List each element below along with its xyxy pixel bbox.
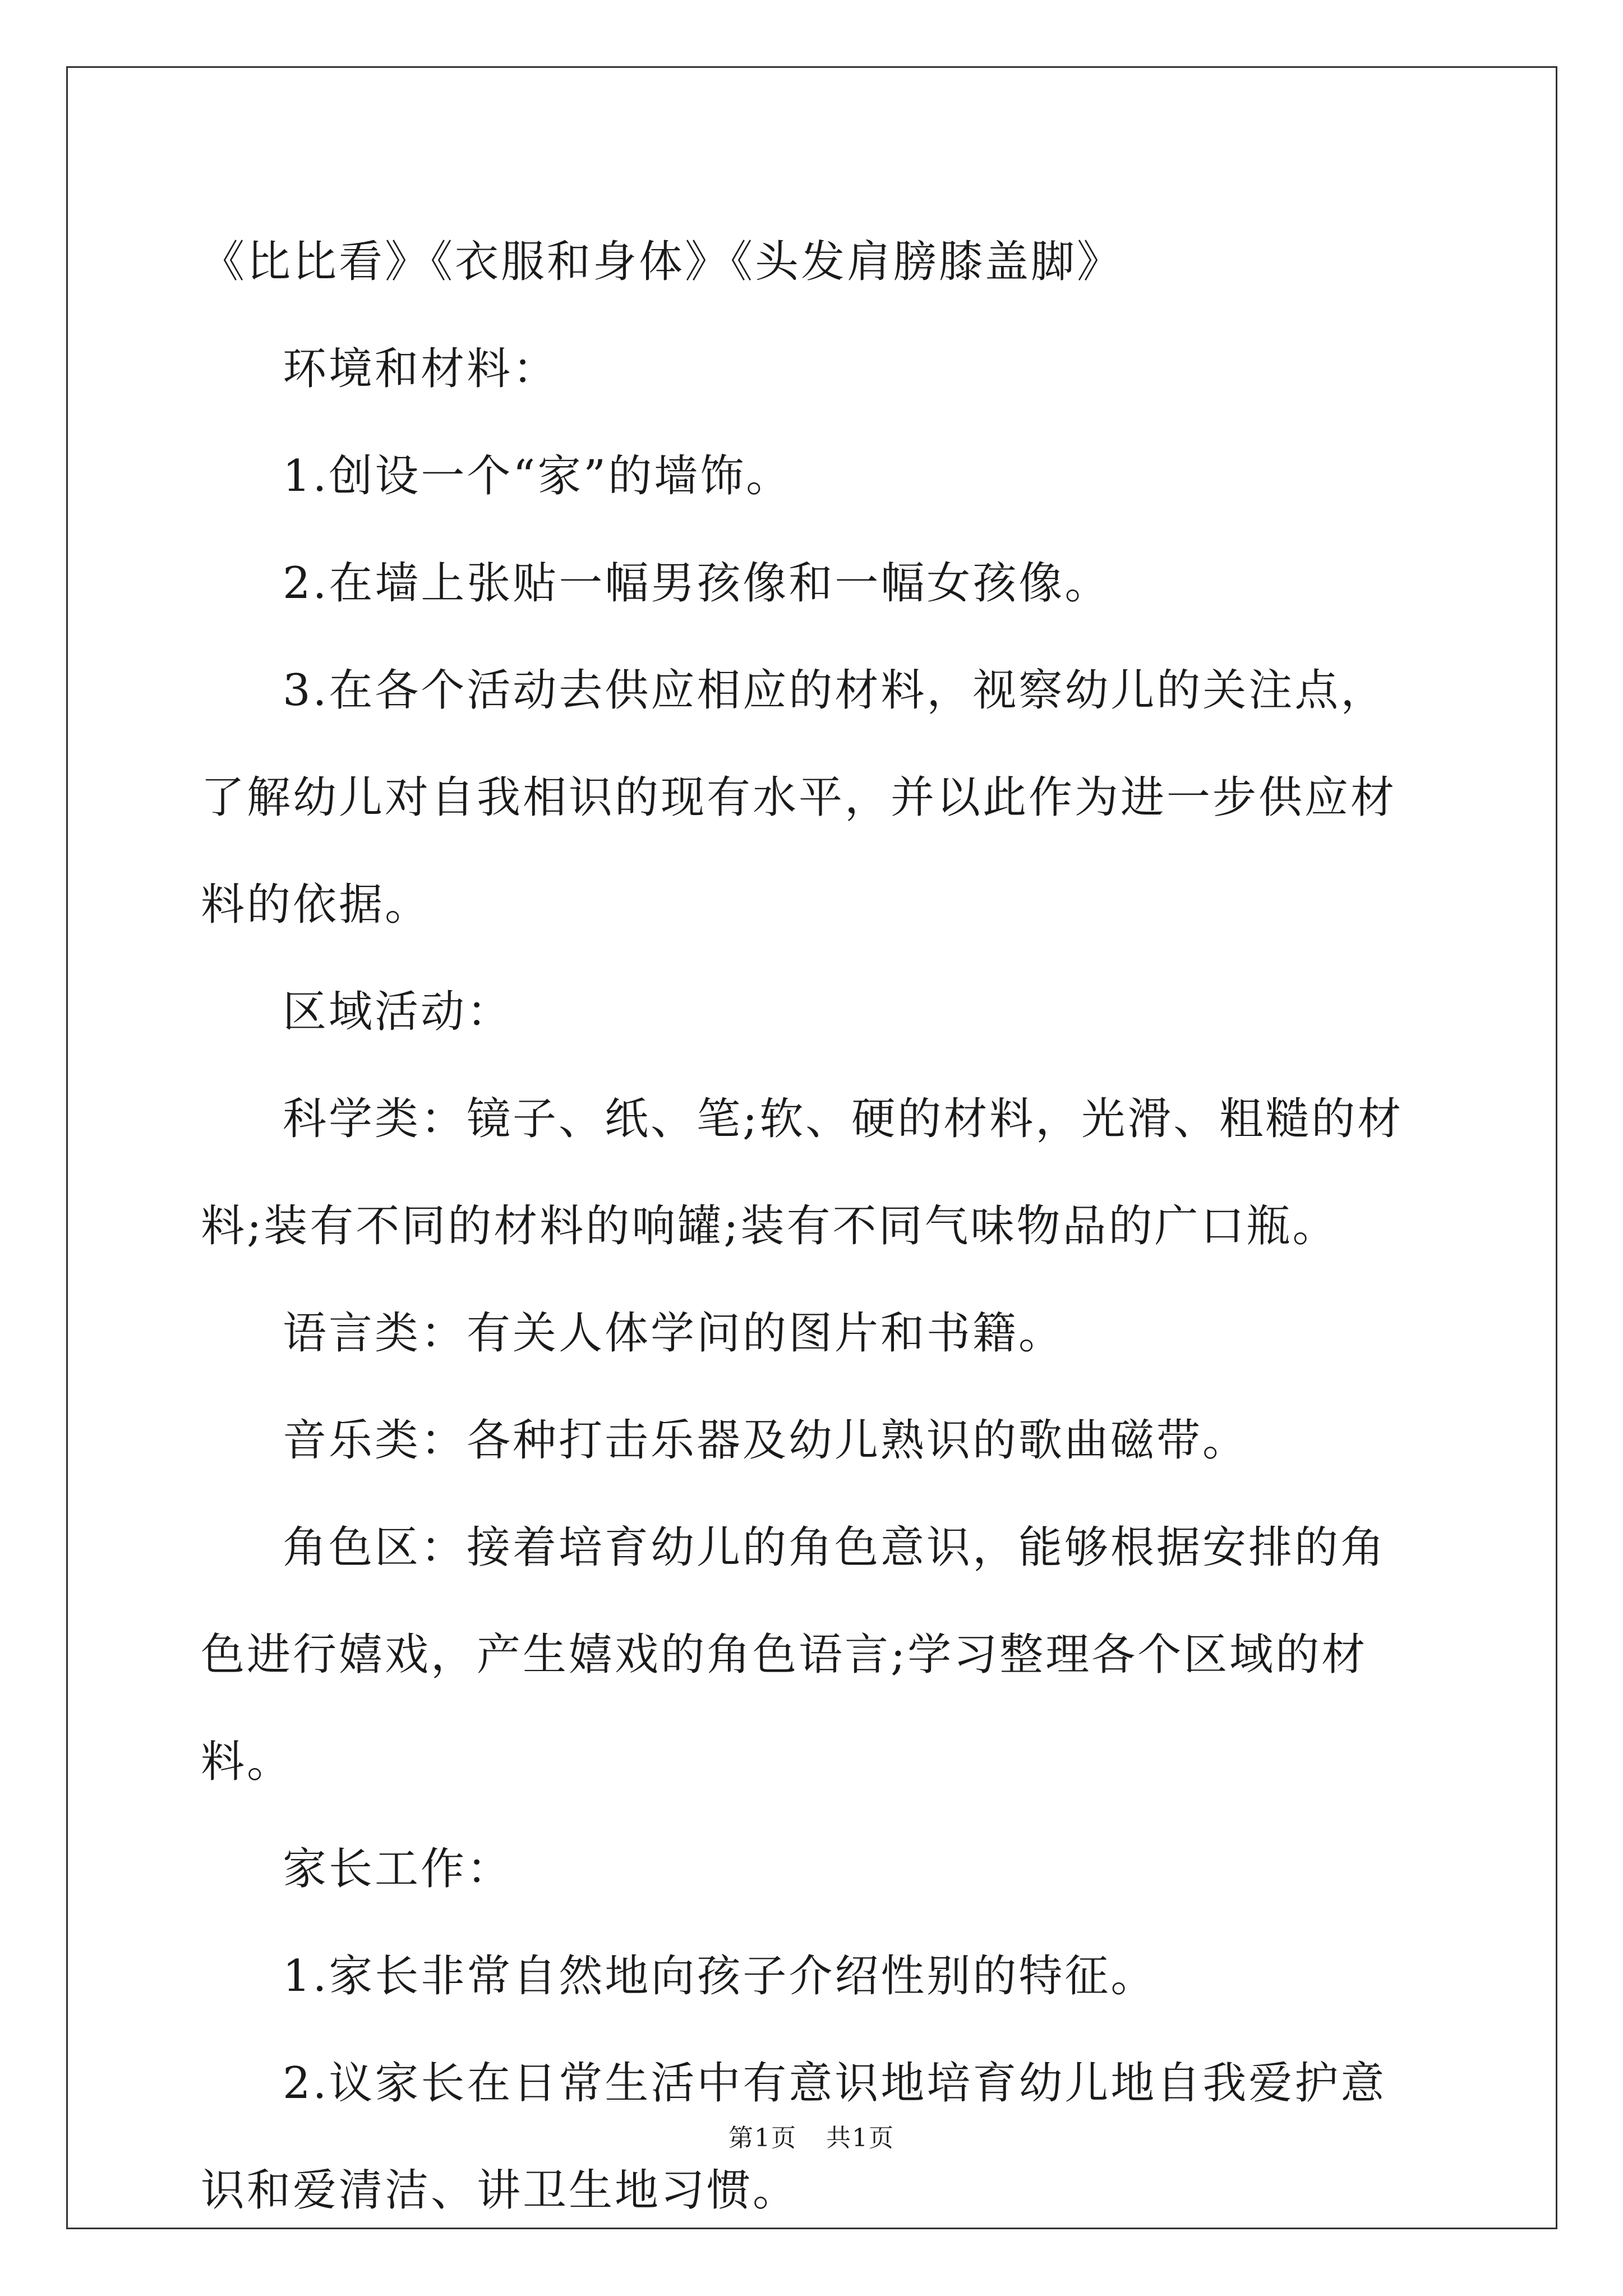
- paragraph: 角色区：接着培育幼儿的角色意识，能够根据安排的角色进行嬉戏，产生嬉戏的角色语言;学习整理各个区域的材料。: [201, 1522, 1387, 1787]
- paragraph: 语言类：有关人体学问的图片和书籍。: [283, 1308, 1065, 1359]
- document-body: [201, 209, 1429, 2244]
- paragraph: 2.在墙上张贴一幅男孩像和一幅女孩像。: [283, 558, 1111, 609]
- paragraph: 音乐类：各种打击乐器及幼儿熟识的歌曲磁带。: [283, 1415, 1249, 1466]
- paragraph: 科学类：镜子、纸、笔;软、硬的材料，光滑、粗糙的材料;装有不同的材料的响罐;装有不同气味物品的广口瓶。: [201, 1094, 1404, 1251]
- page-number: 第1页: [728, 2124, 797, 2152]
- page-footer: [0, 2122, 1623, 2155]
- paragraph: 家长工作：: [283, 1844, 513, 1894]
- paragraph: 3.在各个活动去供应相应的材料，视察幼儿的关注点，了解幼儿对自我相识的现有水平，并以此作为进一步供应材料的依据。: [201, 665, 1397, 930]
- paragraph: 环境和材料：: [283, 344, 559, 394]
- paragraph: 《比比看》《衣服和身体》《头发肩膀膝盖脚》: [201, 237, 1123, 287]
- paragraph: 1.创设一个“家”的墙饰。: [283, 451, 792, 501]
- paragraph: 1.家长非常自然地向孩子介绍性别的特征。: [283, 1951, 1157, 2001]
- paragraph: 2.议家长在日常生活中有意识地培育幼儿地自我爱护意识和爱清洁、讲卫生地习惯。: [201, 2058, 1387, 2216]
- paragraph: 区域活动：: [283, 987, 513, 1037]
- page-total: 共1页: [826, 2124, 895, 2152]
